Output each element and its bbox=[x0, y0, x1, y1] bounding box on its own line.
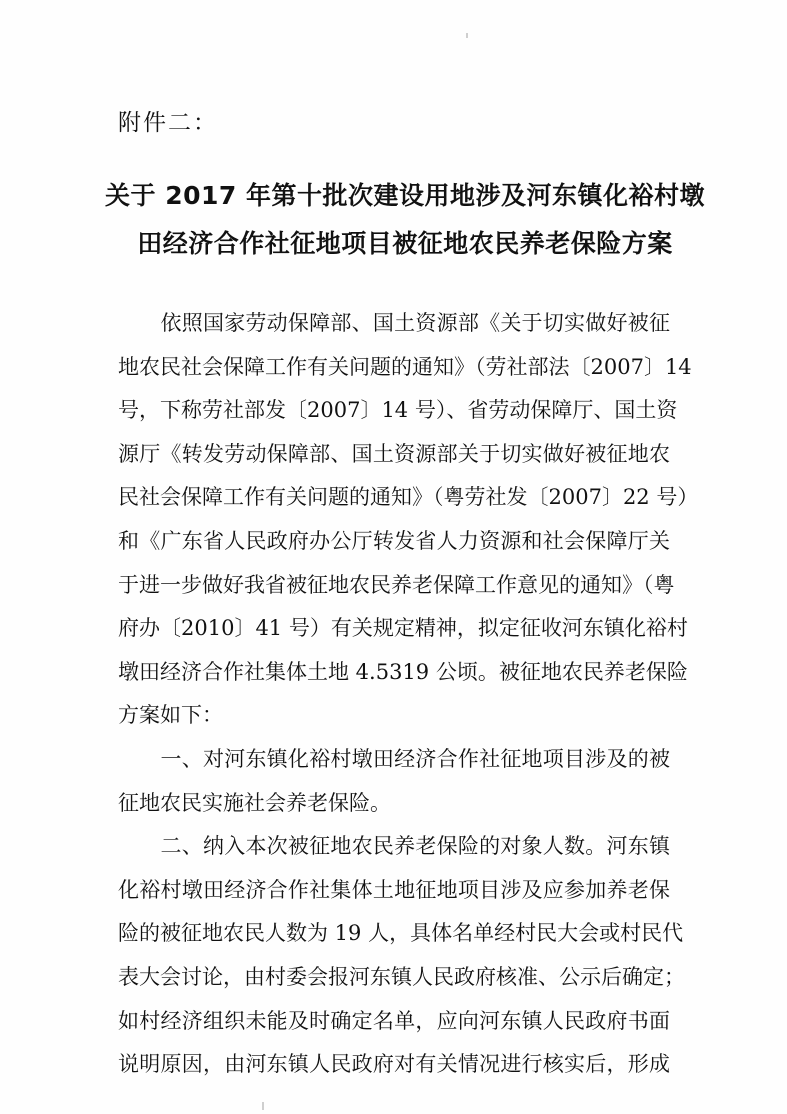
body-line-8: 府办〔2010〕41 号）有关规定精神，拟定征收河东镇化裕村 bbox=[118, 616, 688, 641]
body-line-5: 民社会保障工作有关问题的通知》（粤劳社发〔2007〕22 号） bbox=[118, 485, 699, 510]
body-line-9: 墩田经济合作社集体土地 4.5319 公顷。被征地农民养老保险 bbox=[118, 659, 688, 684]
title-line-1: 关于 2017 年第十批次建设用地涉及河东镇化裕村墩 bbox=[105, 181, 705, 210]
body-line-15: 险的被征地农民人数为 19 人，具体名单经村民大会或村民代 bbox=[118, 921, 684, 946]
document-title bbox=[100, 172, 710, 268]
scan-mark-bottom bbox=[262, 1102, 264, 1110]
title-line-2: 田经济合作社征地项目被征地农民养老保险方案 bbox=[137, 229, 673, 258]
body-line-12: 征地农民实施社会养老保险。 bbox=[118, 790, 391, 815]
document-body bbox=[118, 302, 699, 1087]
body-line-18: 说明原因，由河东镇人民政府对有关情况进行核实后，形成 bbox=[118, 1052, 670, 1077]
attachment-label: 附件二： bbox=[118, 110, 218, 136]
body-line-2: 地农民社会保障工作有关问题的通知》（劳社部法〔2007〕14 bbox=[118, 354, 692, 379]
body-line-10: 方案如下： bbox=[118, 703, 223, 728]
body-line-3: 号，下称劳社部发〔2007〕14 号）、省劳动保障厅、国土资 bbox=[118, 398, 678, 423]
body-line-6: 和《广东省人民政府办公厅转发省人力资源和社会保障厅关 bbox=[118, 528, 670, 553]
body-line-4: 源厅《转发劳动保障部、国土资源部关于切实做好被征地农 bbox=[118, 441, 670, 466]
scan-mark-top bbox=[466, 33, 468, 38]
body-line-11: 一、对河东镇化裕村墩田经济合作社征地项目涉及的被 bbox=[118, 746, 670, 771]
body-line-13: 二、纳入本次被征地农民养老保险的对象人数。河东镇 bbox=[118, 834, 670, 859]
body-line-16: 表大会讨论，由村委会报河东镇人民政府核准、公示后确定； bbox=[118, 964, 685, 989]
body-line-7: 于进一步做好我省被征地农民养老保障工作意见的通知》（粤 bbox=[118, 572, 675, 597]
body-line-1: 依照国家劳动保障部、国土资源部《关于切实做好被征 bbox=[118, 311, 670, 335]
body-line-14: 化裕村墩田经济合作社集体土地征地项目涉及应参加养老保 bbox=[118, 877, 670, 902]
body-line-17: 如村经济组织未能及时确定名单，应向河东镇人民政府书面 bbox=[118, 1008, 670, 1033]
